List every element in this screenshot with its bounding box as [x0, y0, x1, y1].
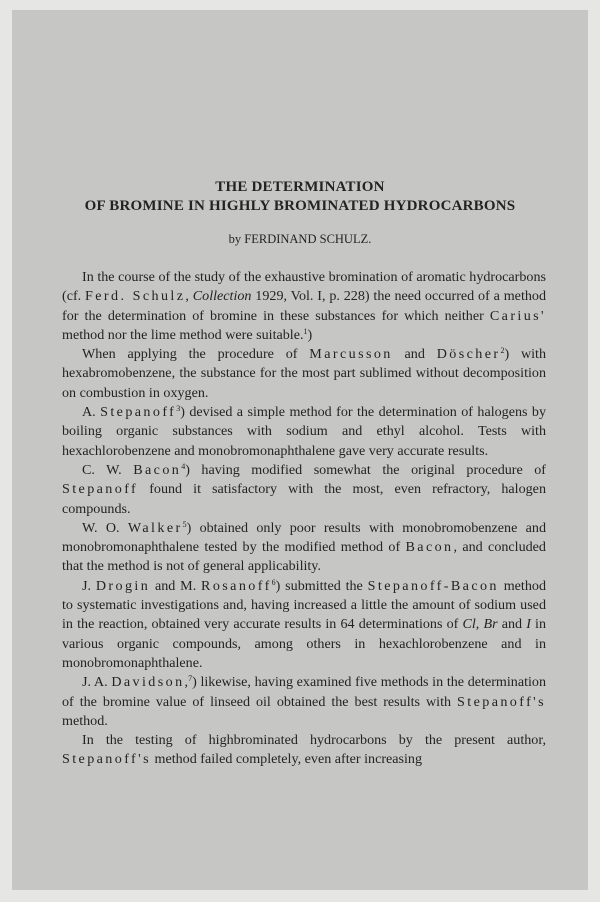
footnote-ref: 2: [500, 346, 505, 356]
element-symbol: Cl: [462, 616, 476, 633]
article-title: [12, 178, 588, 216]
paragraph-1: In the course of the study of the exhaustive bromination of aromatic hydrocarbons (cf. Ferd. Schulz, Collection 1929, Vol. I, p. 228) the need occurred of a method for the determination of bromine in these substances for which neither Carius' method nor the lime method were suitable.$^1$): [62, 269, 546, 343]
footnote-ref: 3: [176, 404, 181, 414]
author-name: Walker: [127, 519, 183, 536]
paragraph-7: J. A. Davidson,$^7$) likewise, having examined five methods in the determination of the bromine value of linseed oil obtained the best results with Stepanoff's method.: [62, 674, 547, 729]
author-name: Rosanoff: [201, 577, 272, 594]
author-name: Stepanoff's: [457, 693, 546, 710]
author-name: Stepanoff: [62, 481, 139, 498]
author-name: Carius': [489, 307, 546, 324]
footnote-ref: 1: [303, 326, 308, 336]
author-name: Stepanoff: [100, 404, 177, 421]
footnote-ref: 7: [188, 674, 193, 684]
paragraph-8: In the testing of highbrominated hydrocarbons by the present author, Stepanoff's method failed completely, even after increasing: [62, 732, 546, 768]
author-name: Döscher: [436, 346, 501, 363]
footnote-ref: 6: [271, 577, 276, 587]
author-name: Davidson: [111, 674, 185, 691]
journal-name: Collection: [192, 288, 252, 305]
author-name: Stepanoff's: [62, 751, 151, 768]
paragraph-5: W. O. Walker$^5$) obtained only poor results with monobromobenzene and monobromonaphthalene tested by the modified method of Bacon, and concluded that the method is not of general applicability.: [62, 519, 547, 575]
paragraph-2: When applying the procedure of Marcusson and Döscher$^2$) with hexabromobenzene, the substance for the most part sublimed without decomposition on combustion in oxygen.: [62, 346, 547, 401]
article-body: [62, 268, 546, 770]
title-line-1: THE DETERMINATION: [215, 179, 385, 195]
paragraph-3: A. Stepanoff$^3$) devised a simple method for the determination of halogens by boiling organic substances with sodium and ethyl alcohol. Tests with hexachlorobenzene and monobromonaphthalene gave very accurate results.: [62, 404, 546, 459]
footnote-ref: 5: [182, 519, 187, 529]
author-name: Marcusson: [309, 346, 393, 363]
title-line-2: OF BROMINE IN HIGHLY BROMINATED HYDROCARBONS: [84, 198, 516, 214]
author-name: Bacon: [405, 539, 454, 556]
author-name: Drogin: [95, 577, 151, 594]
author-name: Ferd. Schulz: [85, 288, 186, 305]
author-name: Bacon: [133, 461, 182, 478]
footnote-ref: 4: [181, 461, 186, 471]
element-symbol: Br: [483, 616, 498, 633]
paragraph-4: C. W. Bacon$^4$) having modified somewhat the original procedure of Stepanoff found it satisfactory with the most, even refractory, halogen compounds.: [62, 461, 546, 517]
author-byline: by FERDINAND SCHULZ.: [228, 232, 372, 246]
paragraph-6: J. Drogin and M. Rosanoff$^6$) submitted the Stepanoff-Bacon method to systematic investigations and, having increased a little the amount of sodium used in the reaction, obtained very accurate results in 64 determinations of Cl, Br and I in various organic compounds, among others in hexachlorobenzene and in monobromonaphthalene.: [62, 577, 547, 671]
element-symbol: I: [526, 616, 531, 633]
author-name: Stepanoff-Bacon: [367, 577, 499, 594]
paper-page: [12, 10, 588, 890]
